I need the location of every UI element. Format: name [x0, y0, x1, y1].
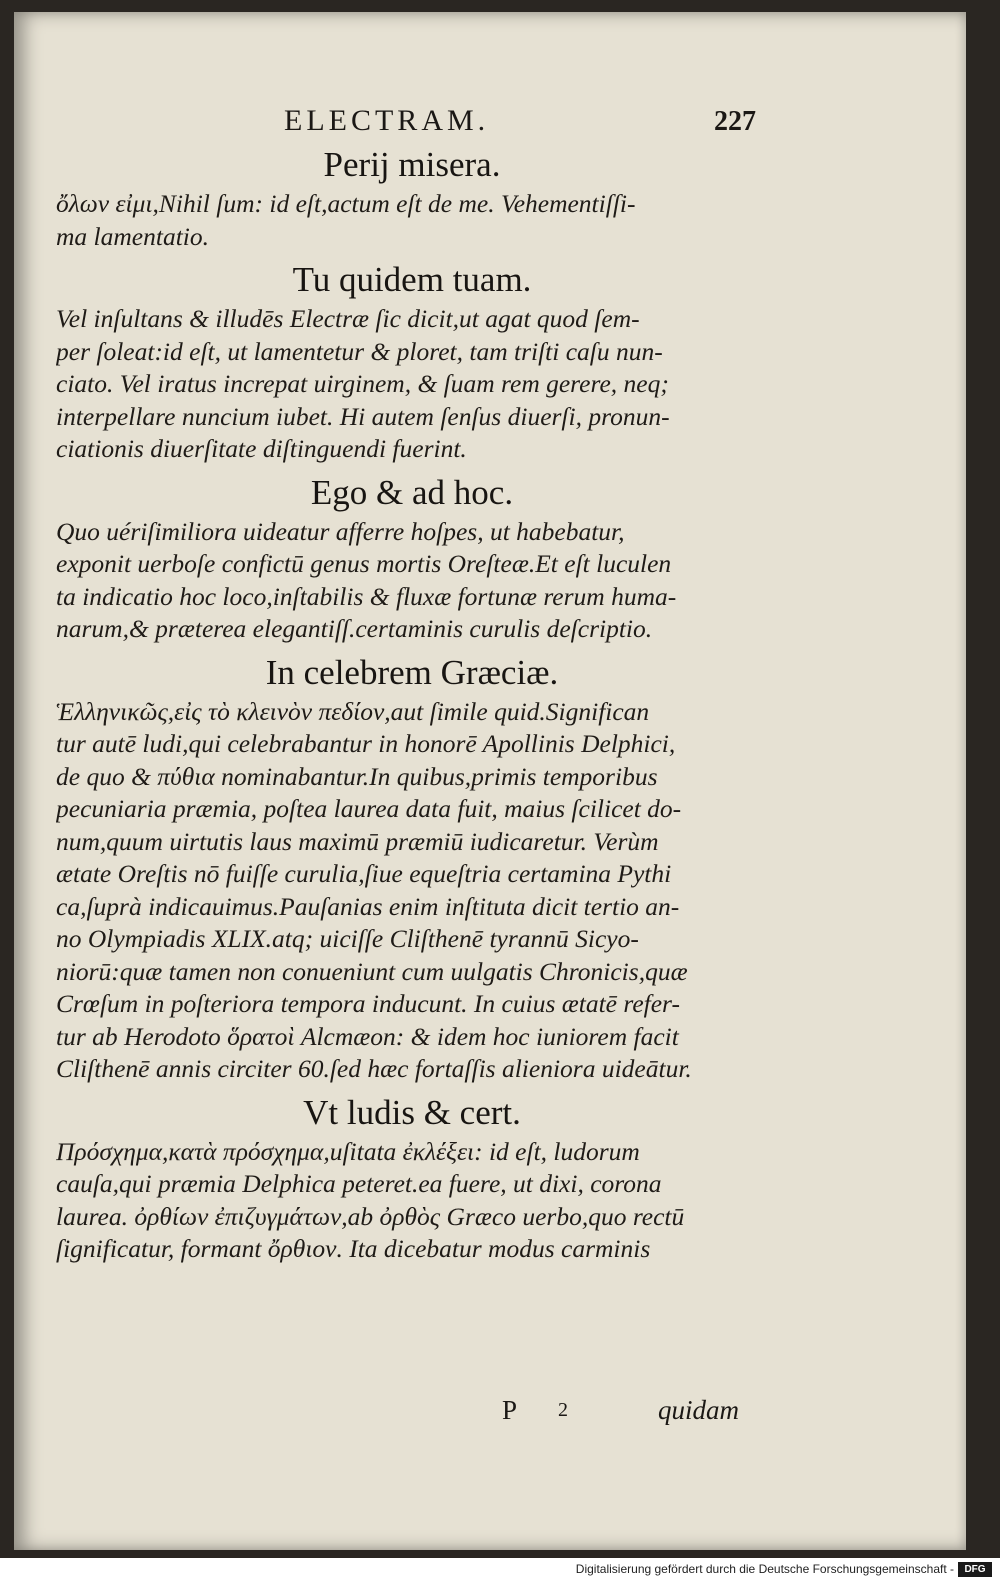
- text-line: ætate Oreſtis nō fuiſſe curulia,ſiue equeſtria certamina Pythi: [56, 859, 672, 888]
- catchword: quidam: [658, 1395, 739, 1425]
- text-line: ciato. Vel iratus increpat uirginem, & ſuam rem gerere, neq;: [56, 369, 669, 398]
- text-line: de quo & πύθια nominabantur.In quibus,primis temporibus: [56, 761, 658, 791]
- text-line: no Olympiadis XLIX.atq; uiciſſe Cliſthenē tyrannū Sicyo-: [56, 924, 639, 953]
- text-line: pecuniaria præmia, poſtea laurea data fuit, maius ſcilicet do-: [56, 794, 682, 823]
- text-line: Vel inſultans & illudēs Electræ ſic dicit,ut agat quod ſem-: [56, 304, 640, 333]
- text-line: Quo uériſimiliora uideatur afferre hoſpes, ut habebatur,: [56, 516, 625, 546]
- commentary-body: [56, 140, 768, 1272]
- text-line: Πρόσχημα,κατὰ πρόσχημα,uſitata ἐκλέξει: id eſt, ludorum: [56, 1136, 640, 1166]
- signature-number: 2: [558, 1399, 568, 1421]
- text-line: tur ab Herodoto ὅρατοὶ Alcmæon: & idem hoc iuniorem facit: [56, 1021, 679, 1051]
- text-line: laurea. ὀρθίων ἐπιζυγμάτων,ab ὀρθὸς Græco uerbo,quo rectū: [56, 1201, 685, 1231]
- lemma-heading: In celebrem Græciæ.: [265, 652, 559, 692]
- running-head: [14, 104, 966, 144]
- text-line: narum,& præterea elegantiſſ.certaminis curulis deſcriptio.: [56, 614, 653, 643]
- digitization-footer: [0, 1558, 1000, 1582]
- page-number: 227: [714, 106, 756, 137]
- lemma-heading: Perij misera.: [323, 145, 501, 184]
- commentary-paragraph: [56, 303, 768, 466]
- dfg-logo: DFG: [958, 1562, 992, 1577]
- text-line: niorū:quæ tamen non conueniunt cum uulgatis Chronicis,quæ: [56, 956, 688, 986]
- text-line: exponit uerboſe confictū genus mortis Oreſteæ.Et eſt luculen: [56, 549, 672, 578]
- signature-mark: P: [502, 1395, 518, 1425]
- text-line: Cliſthenē annis circiter 60.ſed hæc fortaſſis alieniora uideātur.: [56, 1054, 692, 1083]
- commentary-paragraph: [56, 1136, 768, 1266]
- commentary-paragraph: [56, 516, 768, 646]
- book-page: [14, 12, 966, 1550]
- text-line: ta indicatio hoc loco,inſtabilis & fluxæ fortunæ rerum huma-: [56, 581, 677, 611]
- text-line: interpellare nuncium iubet. Hi autem ſenſus diuerſi, pronun-: [56, 401, 670, 431]
- text-line: ὄλων εἰμι,Nihil ſum: id eſt,actum eſt de me. Vehementiſſi-: [56, 189, 636, 218]
- text-line: Crœſum in poſteriora tempora inducunt. In cuius ætatē refer-: [56, 989, 680, 1018]
- commentary-paragraph: [56, 696, 768, 1086]
- lemma-heading: Vt ludis & cert.: [303, 1092, 521, 1132]
- lemma-heading: Tu quidem tuam.: [292, 260, 532, 299]
- text-line: num,quum uirtutis laus maximū præmiū iudicaretur. Verùm: [56, 826, 659, 856]
- text-line: tur autē ludi,qui celebrabantur in honorē Apollinis Delphici,: [56, 729, 676, 758]
- text-line: ma lamentatio.: [56, 221, 209, 251]
- text-line: per ſoleat:id eſt, ut lamentetur & ploret, tam triſti caſu nun-: [56, 336, 663, 366]
- running-title: ELECTRAM.: [284, 104, 490, 137]
- lemma-heading: Ego & ad hoc.: [310, 472, 514, 512]
- text-line: Ἑλληνικῶς,εἰς τὸ κλεινὸν πεδίον,aut ſimile quid.Significan: [56, 696, 650, 726]
- text-line: cauſa,qui præmia Delphica peteret.ea fuere, ut dixi, corona: [56, 1169, 662, 1198]
- text-line: ca,ſuprà indicauimus.Pauſanias enim inſtituta dicit tertio an-: [56, 891, 680, 921]
- catch-line: [14, 1395, 966, 1429]
- text-line: ciationis diuerſitate diſtinguendi fuerint.: [56, 434, 467, 463]
- funding-credit: Digitalisierung gefördert durch die Deutsche Forschungsgemeinschaft -: [575, 1562, 954, 1576]
- text-line: ſignificatur, formant ὄρθιον. Ita dicebatur modus carminis: [56, 1234, 651, 1263]
- commentary-paragraph: [56, 188, 768, 253]
